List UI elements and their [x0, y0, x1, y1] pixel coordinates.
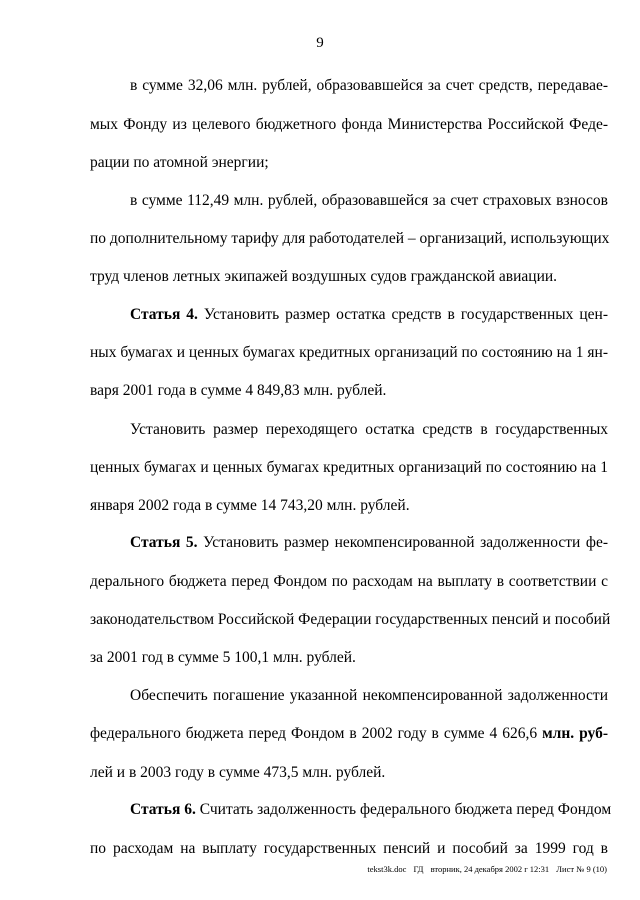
text-run: законодательством Российской Федерации государственных пенсий и пособий: [90, 611, 611, 628]
bold-text-run: Статья 4.: [130, 306, 198, 323]
text-line: [130, 533, 608, 553]
text-line: [130, 800, 612, 820]
footer-author: ГД: [413, 864, 424, 874]
text-run: Обеспечить погашение указанной некомпенсированной задолженности: [130, 687, 608, 704]
footer-sheet: Лист № 9 (10): [556, 864, 607, 874]
text-line: [130, 686, 608, 706]
text-line: [130, 420, 608, 440]
text-run: Установить размер некомпенсированной задолженности фе-: [197, 534, 608, 551]
text-line: [90, 572, 608, 592]
text-run: за 2001 год в сумме 5 100,1 млн. рублей.: [90, 649, 356, 666]
text-line: [90, 724, 608, 744]
text-line: [90, 115, 608, 135]
text-line: [90, 381, 608, 401]
text-line: [90, 267, 608, 287]
text-run: рации по атомной энергии;: [90, 154, 269, 171]
text-run: мых Фонду из целевого бюджетного фонда Министерства Российской Феде-: [90, 116, 608, 133]
text-line: [90, 496, 608, 516]
text-line: [90, 229, 608, 249]
bold-text-run: Статья 5.: [130, 534, 198, 551]
text-line: [130, 191, 608, 211]
text-run: января 2002 года в сумме 14 743,20 млн. рублей.: [90, 497, 410, 514]
text-run: федерального бюджета перед Фондом в 2002 году в сумме 4 626,6: [90, 725, 543, 742]
text-line: [90, 610, 611, 630]
text-run: по расходам на выплату государственных пенсий и пособий за 1999 год в: [90, 840, 608, 857]
text-run: в сумме 32,06 млн. рублей, образовавшейся за счет средств, передавае-: [130, 77, 608, 94]
text-line: [90, 648, 608, 668]
text-run: лей и в 2003 году в сумме 473,5 млн. рублей.: [90, 764, 386, 781]
text-run: Установить размер остатка средств в государственных цен-: [197, 306, 608, 323]
text-line: [130, 76, 608, 96]
text-line: [90, 763, 608, 783]
text-run: по дополнительному тарифу для работодателей – организаций, использующих: [90, 230, 610, 247]
text-run: варя 2001 года в сумме 4 849,83 млн. рублей.: [90, 382, 387, 399]
text-run: ных бумагах и ценных бумагах кредитных организаций по состоянию на 1 ян-: [90, 344, 608, 361]
bold-text-run: Статья 6.: [130, 801, 196, 818]
text-run: в сумме 112,49 млн. рублей, образовавшейся за счет страховых взносов: [130, 192, 608, 209]
bold-text-run: млн. руб-: [542, 725, 608, 742]
text-run: Считать задолженность федерального бюджета перед Фондом: [195, 801, 612, 818]
text-line: [90, 458, 608, 478]
text-run: ценных бумагах и ценных бумагах кредитных организаций по состоянию на 1: [90, 459, 608, 476]
text-line: [90, 153, 608, 173]
text-line: [130, 305, 608, 325]
footer-datetime: вторник, 24 декабря 2002 г 12:31: [430, 864, 550, 874]
text-run: труд членов летных экипажей воздушных судов гражданской авиации.: [90, 268, 558, 285]
footer-filename: tekst3k.doc: [367, 864, 407, 874]
text-run: Установить размер переходящего остатка средств в государственных: [130, 421, 608, 438]
footer: [345, 864, 607, 874]
text-line: [90, 839, 608, 859]
text-run: дерального бюджета перед Фондом по расходам на выплату в соответствии с: [90, 573, 608, 590]
text-line: [90, 343, 608, 363]
page-number: 9: [316, 35, 324, 51]
